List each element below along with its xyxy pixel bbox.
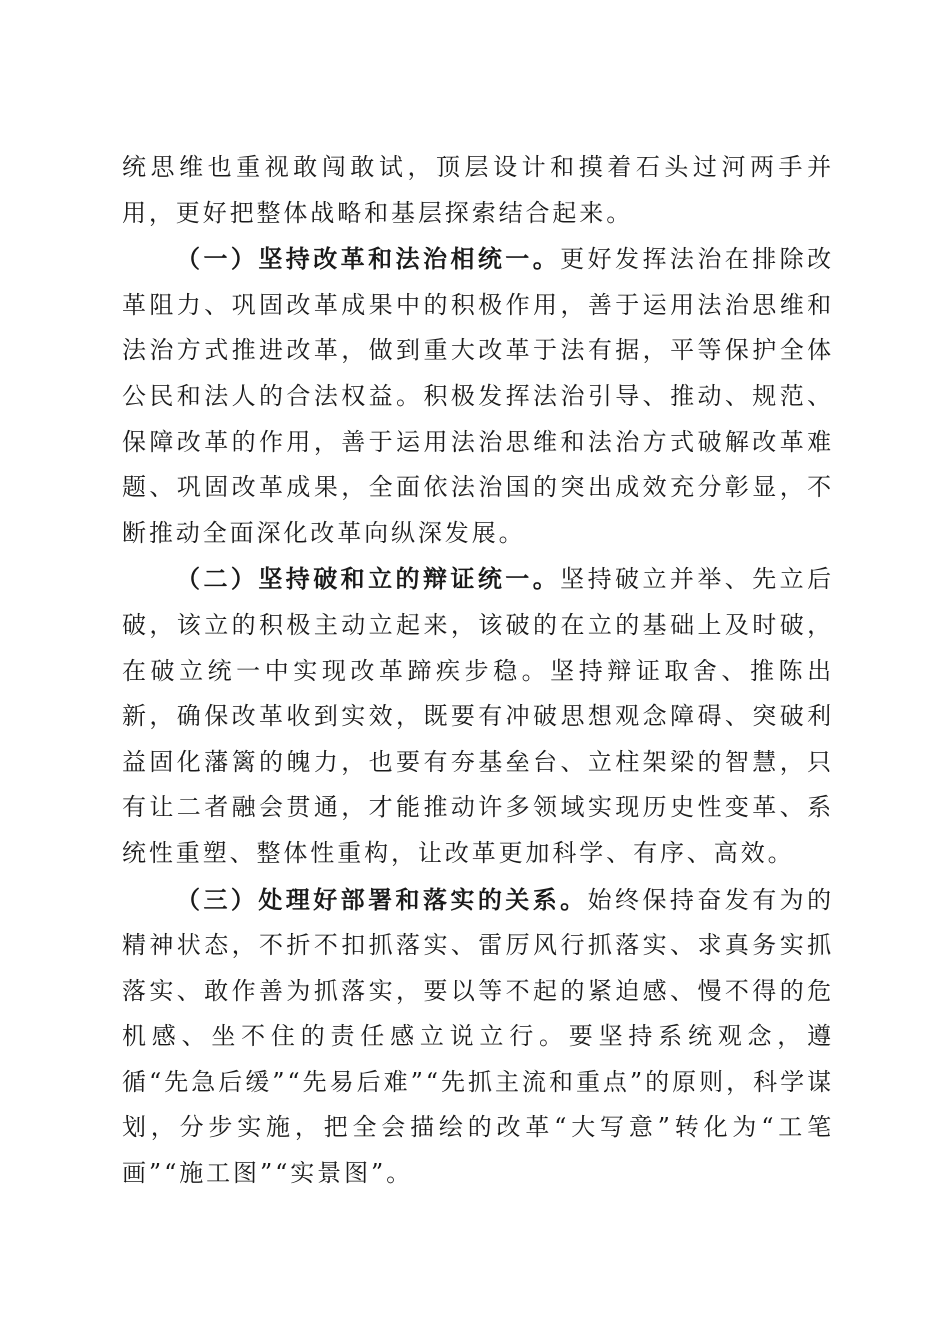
paragraph-deployment-and-implementation [122,877,834,1197]
paragraph-text: 始终保持奋发有为的精神状态，不折不扣抓落实、雷厉风行抓落实、求真务实抓落实、敢作善为抓落实，要以等不起的紧迫感、慢不得的危机感、坐不住的责任感立说立行。要坚持系统观念，遵循“先急后缓”“先易后难”“先抓主流和重点”的原则，科学谋划，分步实施，把全会描绘的改革“大写意”转化为“工笔画”“施工图”“实景图”。 [122,885,835,1188]
paragraph-continuation [122,145,834,236]
paragraph-text: 更好发挥法治在排除改革阻力、巩固改革成果中的积极作用，善于运用法治思维和法治方式推进改革，做到重大改革于法有据，平等保护全体公民和法人的合法权益。积极发挥法治引导、推动、规范、保障改革的作用，善于运用法治思维和法治方式破解改革难题、巩固改革成果，全面依法治国的突出成效充分彰显，不断推动全面深化改革向纵深发展。 [122,245,835,547]
document-body [122,145,834,1197]
paragraph-heading: （一）坚持改革和法治相统一。 [176,244,561,274]
paragraph-heading: （三）处理好部署和落实的关系。 [176,884,588,914]
paragraph-text: 坚持破立并举、先立后破，该立的积极主动立起来，该破的在立的基础上及时破，在破立统一中实现改革蹄疾步稳。坚持辩证取舍、推陈出新，确保改革收到实效，既要有冲破思想观念障碍、突破利益固化藩篱的魄力，也要有夯基垒台、立柱架梁的智慧，只有让二者融会贯通，才能推动许多领域实现历史性变革、系统性重塑、整体性重构，让改革更加科学、有序、高效。 [122,565,835,867]
paragraph-text: 统思维也重视敢闯敢试，顶层设计和摸着石头过河两手并用，更好把整体战略和基层探索结合起来。 [122,153,834,227]
paragraph-reform-and-rule-of-law [122,236,834,556]
paragraph-heading: （二）坚持破和立的辩证统一。 [176,564,561,594]
paragraph-breaking-and-establishing [122,556,834,876]
